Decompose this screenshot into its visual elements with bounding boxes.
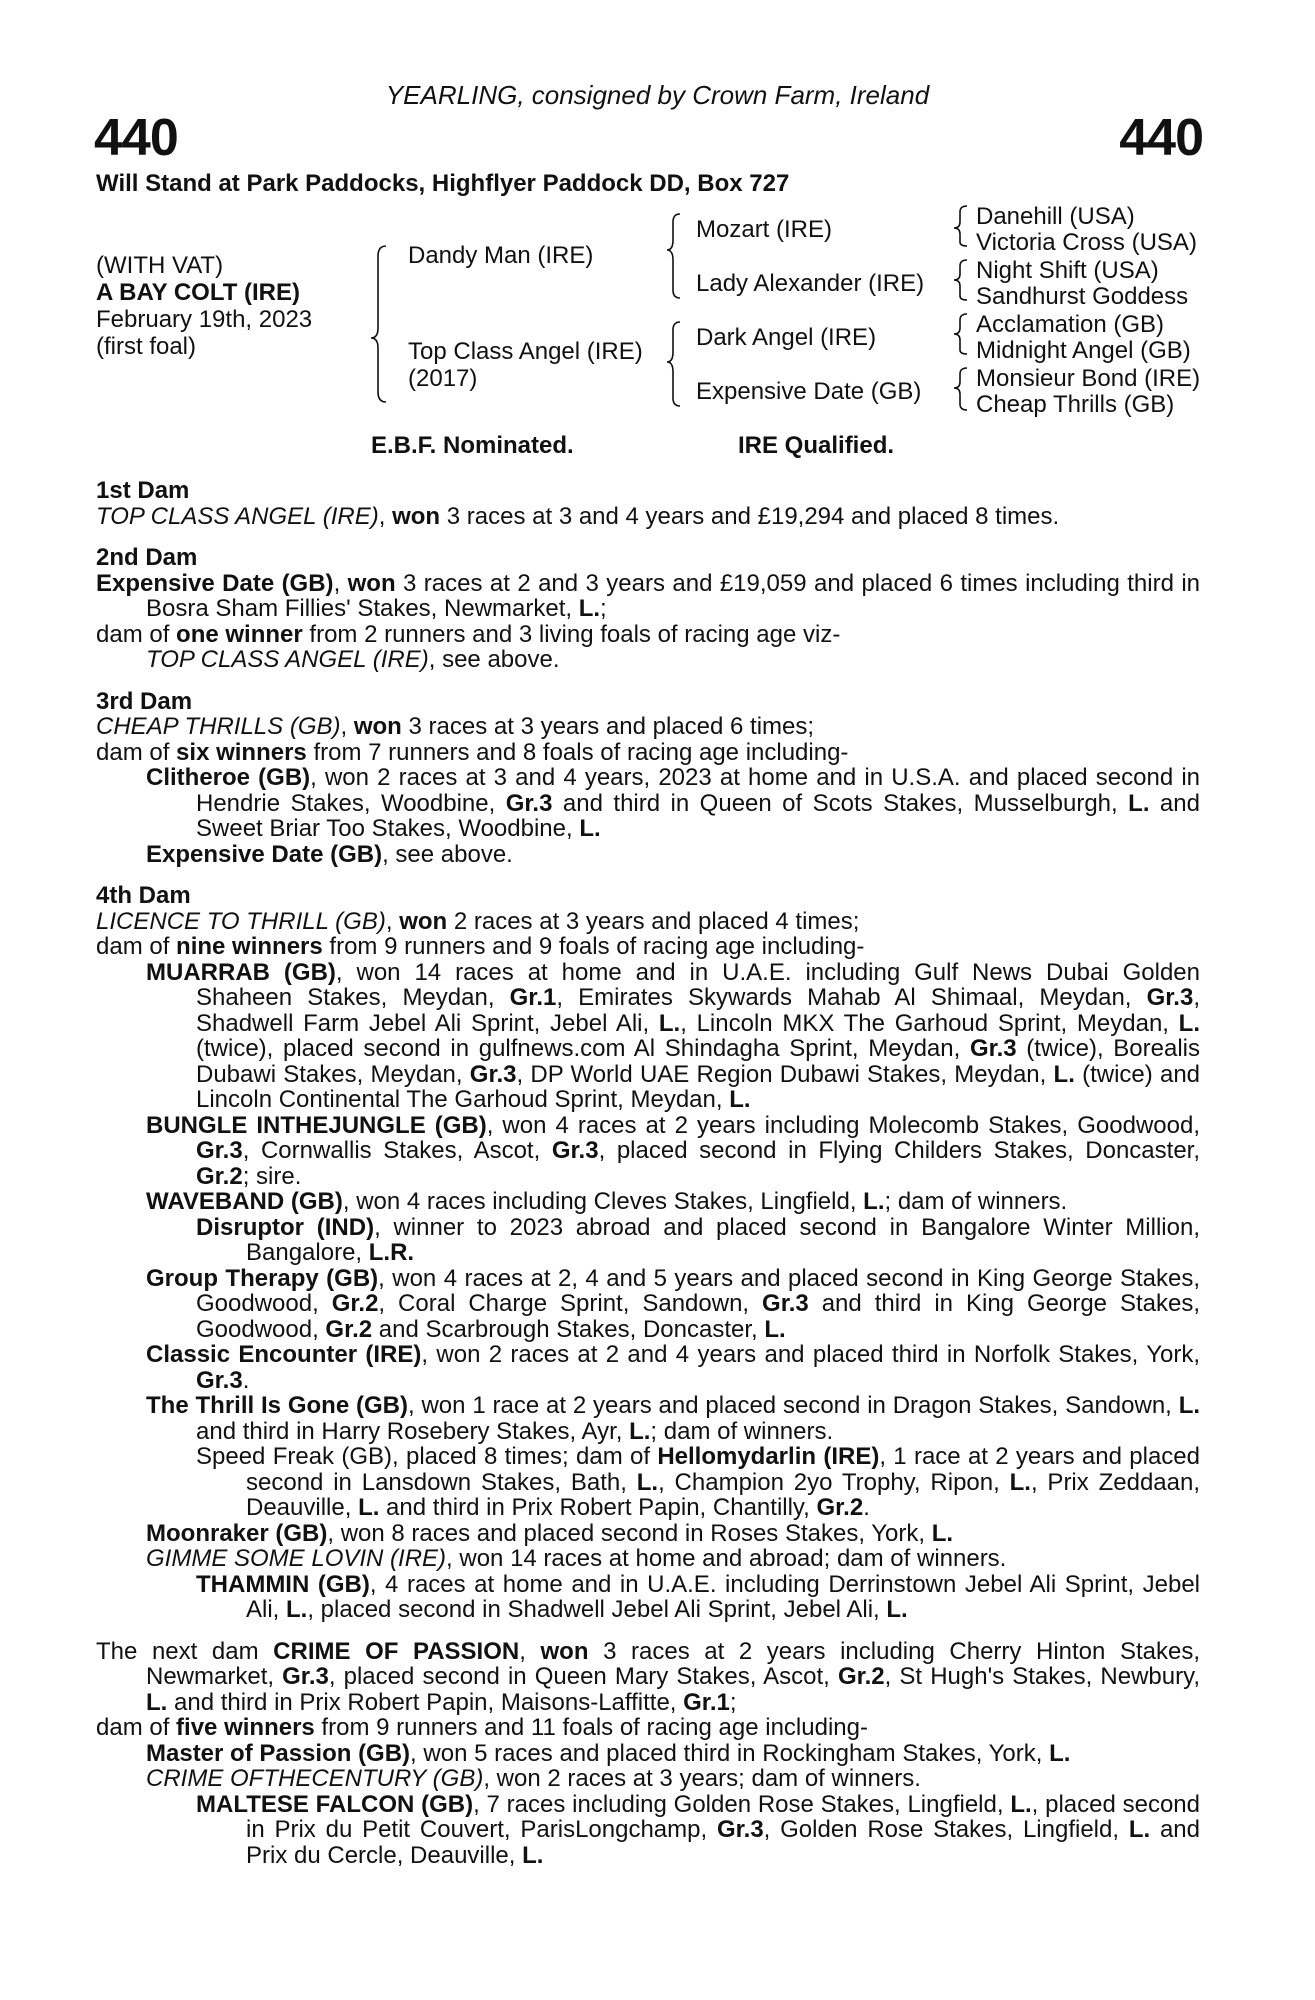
text-run: L.	[1128, 789, 1150, 817]
pedigree-dam-dam: Expensive Date (GB)	[696, 378, 922, 405]
text-run: L.	[522, 1841, 544, 1869]
text-run: ; dam of winners.	[650, 1417, 834, 1445]
pedigree-sd-sire: Night Shift (USA)	[976, 257, 1159, 284]
pedigree-paragraph	[96, 1189, 1200, 1215]
text-run: L.	[1178, 1392, 1201, 1419]
section-heading: 4th Dam	[96, 882, 191, 909]
text-run: ; sire.	[242, 1162, 302, 1190]
text-run: , 1 race at 2 years and placed second in Lansdown Stakes, Bath,	[246, 1443, 1200, 1496]
text-run: won	[399, 907, 448, 935]
text-run: TOP CLASS ANGEL (IRE)	[146, 646, 429, 673]
text-run: , won 1 race at 2 years and placed second in Dragon Stakes, Sandown,	[407, 1392, 1179, 1419]
text-run: one winner	[176, 620, 303, 648]
text-run: , Lincoln MKX The Garhoud Sprint, Meydan,	[680, 1009, 1179, 1037]
section-heading: 3rd Dam	[96, 687, 193, 715]
pedigree-paragraph	[96, 1113, 1200, 1190]
text-run: L.	[1010, 1790, 1032, 1818]
pedigree-paragraph	[96, 1792, 1200, 1869]
text-run: WAVEBAND (GB)	[146, 1188, 343, 1215]
text-run: won	[392, 502, 441, 530]
pedigree-paragraph	[96, 1639, 1200, 1716]
pedigree-paragraph	[96, 909, 1200, 935]
pedigree-dd-sire: Monsieur Bond (IRE)	[976, 365, 1201, 392]
pedigree-paragraph	[96, 765, 1200, 842]
stand-location: Will Stand at Park Paddocks, Highflyer Paddock DD, Box 727	[96, 170, 790, 197]
pedigree-paragraph	[96, 1393, 1200, 1444]
text-run: , Prix Zeddaan, Deauville,	[246, 1468, 1201, 1521]
lot-number-right: 440	[1119, 109, 1203, 167]
text-run: L.	[286, 1596, 308, 1623]
text-run: Master of Passion (GB)	[146, 1739, 411, 1767]
text-run: .	[863, 1494, 870, 1521]
pedigree-paragraph	[96, 1715, 1200, 1741]
text-run: 3 races at 3 years and placed 6 times;	[401, 713, 815, 740]
text-run: TOP CLASS ANGEL (IRE)	[96, 502, 379, 530]
pedigree-ds-dam: Midnight Angel (GB)	[976, 337, 1191, 364]
text-run: L.	[358, 1494, 380, 1521]
text-run: Gr.3	[551, 1137, 599, 1164]
text-run: (twice) and Lincoln Continental The Garhoud Sprint, Meydan,	[196, 1060, 1201, 1113]
pedigree-dam-year: (2017)	[408, 365, 478, 392]
text-run: 3 races at 3 and 4 years and £19,294 and placed 8 times.	[440, 502, 1060, 530]
ire-note: IRE Qualified.	[738, 432, 895, 459]
text-run: , DP World UAE Region Dubawi Stakes, Meydan,	[516, 1060, 1054, 1088]
pedigree-paragraph	[96, 1546, 1200, 1572]
pedigree-paragraph	[96, 960, 1200, 1113]
text-run: and third in King George Stakes, Goodwood,	[196, 1290, 1201, 1343]
text-run: , winner to 2023 abroad and placed second in Bangalore Winter Million, Bangalore,	[246, 1213, 1200, 1266]
pedigree-sire: Dandy Man (IRE)	[408, 242, 594, 269]
text-run: , won 2 races at 3 and 4 years, 2023 at home and in U.S.A. and placed second in Hendrie Stakes, Woodbine,	[196, 764, 1201, 817]
text-run: from 9 runners and 11 foals of racing age including-	[314, 1714, 868, 1741]
text-run: Expensive Date (GB)	[96, 569, 334, 597]
text-run: Gr.3	[716, 1816, 764, 1843]
text-run: dam of	[96, 933, 177, 960]
pedigree-paragraph	[96, 647, 1200, 673]
pedigree-dd-dam: Cheap Thrills (GB)	[976, 391, 1175, 418]
text-run: , 4 races at home and in U.A.E. including Derrinstown Jebel Ali Sprint, Jebel Ali,	[246, 1570, 1200, 1623]
foaling-date: February 19th, 2023	[96, 306, 313, 333]
text-run: L.	[636, 1468, 659, 1496]
text-run: , placed second in Queen Mary Stakes, Ascot,	[328, 1663, 838, 1690]
text-run: CHEAP THRILLS (GB)	[96, 713, 341, 740]
text-run: Gr.3	[762, 1290, 809, 1317]
text-run: from 9 runners and 9 foals of racing age including-	[322, 933, 865, 960]
pedigree-paragraph	[96, 504, 1200, 530]
ebf-note: E.B.F. Nominated.	[371, 432, 574, 459]
text-run: (twice), Borealis Dubawi Stakes, Meydan,	[196, 1035, 1201, 1088]
text-run: Gr.1	[683, 1688, 730, 1716]
pedigree-paragraph	[96, 1521, 1200, 1547]
text-run: Gr.3	[282, 1663, 329, 1690]
text-run: L.	[931, 1519, 954, 1547]
text-run: dam of	[96, 1714, 177, 1741]
text-run: dam of	[96, 620, 177, 648]
text-run: L.	[578, 595, 601, 622]
text-run: Gr.3	[196, 1366, 243, 1394]
text-run: 3 races at 2 years including Cherry Hinton Stakes, Newmarket,	[146, 1637, 1200, 1690]
pedigree-paragraph	[96, 1741, 1200, 1767]
text-run: nine winners	[176, 933, 323, 960]
text-run: and third in Harry Rosebery Stakes, Ayr,	[196, 1417, 630, 1445]
text-run: Gr.3	[196, 1137, 243, 1164]
pedigree-paragraph	[96, 842, 1200, 868]
text-run: BUNGLE INTHEJUNGLE (GB)	[146, 1111, 487, 1139]
text-run: The next dam	[96, 1637, 274, 1665]
pedigree-paragraph	[96, 1266, 1200, 1343]
text-run: and third in Prix Robert Papin, Chantilly,	[379, 1494, 817, 1521]
text-run: L.	[764, 1315, 786, 1343]
text-run: MALTESE FALCON (GB)	[196, 1790, 474, 1818]
text-run: L.	[629, 1417, 651, 1445]
text-run: Gr.3	[969, 1035, 1017, 1062]
text-run: , placed second in Flying Childers Stakes, Doncaster,	[598, 1137, 1200, 1164]
vat-note: (WITH VAT)	[96, 252, 224, 279]
text-run: ,	[519, 1637, 541, 1665]
lot-number-left: 440	[94, 109, 178, 167]
text-run: won	[353, 713, 402, 740]
text-run: Gr.2	[331, 1290, 379, 1317]
text-run: , Coral Charge Sprint, Sandown,	[378, 1290, 763, 1317]
text-run: from 7 runners and 8 foals of racing age including-	[306, 738, 849, 766]
pedigree-paragraph	[96, 622, 1200, 648]
text-run: L.	[1178, 1009, 1200, 1037]
text-run: L.	[146, 1688, 168, 1716]
text-run: L.	[1049, 1739, 1071, 1767]
pedigree-paragraph	[96, 1444, 1200, 1521]
text-run: and Sweet Briar Too Stakes, Woodbine,	[196, 789, 1200, 842]
text-run: ;	[729, 1688, 737, 1716]
text-run: ,	[340, 713, 354, 740]
text-run: L.	[579, 815, 601, 842]
text-run: L.	[1053, 1060, 1075, 1088]
text-run: ,	[385, 907, 400, 935]
text-run: won	[540, 1637, 589, 1665]
text-run: , won 4 races including Cleves Stakes, Lingfield,	[342, 1188, 864, 1215]
pedigree-paragraph	[96, 1572, 1200, 1623]
text-run: Disruptor (IND)	[196, 1213, 375, 1241]
text-run: MUARRAB (GB)	[146, 958, 336, 986]
text-run: and Scarbrough Stakes, Doncaster,	[372, 1315, 765, 1343]
pedigree-ss-sire: Danehill (USA)	[976, 203, 1135, 230]
text-run: Gr.3	[1146, 984, 1194, 1011]
text-run: , won 8 races and placed second in Roses Stakes, York,	[327, 1519, 932, 1547]
text-run: Gr.3	[469, 1060, 517, 1088]
text-run: and Prix du Cercle, Deauville,	[246, 1816, 1200, 1869]
pedigree-paragraph	[96, 934, 1200, 960]
text-run: , placed second in Shadwell Jebel Ali Sprint, Jebel Ali,	[307, 1596, 887, 1623]
text-run: L.	[886, 1596, 908, 1623]
foal-note: (first foal)	[96, 333, 197, 360]
text-run: , won 14 races at home and abroad; dam of winners.	[446, 1545, 1007, 1572]
pedigree-ds-sire: Acclamation (GB)	[976, 311, 1165, 338]
text-run: Gr.1	[509, 984, 557, 1011]
text-run: six winners	[176, 738, 307, 766]
text-run: Moonraker (GB)	[146, 1519, 328, 1547]
text-run: L.	[863, 1188, 885, 1215]
text-run: and third in Prix Robert Papin, Maisons-Laffitte,	[167, 1688, 684, 1716]
pedigree-sire-sire: Mozart (IRE)	[696, 216, 833, 243]
text-run: five winners	[176, 1714, 315, 1741]
horse-name: A BAY COLT (IRE)	[96, 279, 301, 306]
text-run: , placed second in Prix du Petit Couvert, ParisLongchamp,	[246, 1790, 1200, 1843]
text-run: L.	[1128, 1816, 1151, 1843]
consignment-line: YEARLING, consigned by Crown Farm, Ireland	[385, 80, 930, 110]
text-run: , Emirates Skywards Mahab Al Shimaal, Meydan,	[556, 984, 1147, 1011]
text-run: , won 5 races and placed third in Rockingham Stakes, York,	[410, 1739, 1050, 1767]
text-run: from 2 runners and 3 living foals of racing age viz-	[302, 620, 841, 648]
text-run: , won 2 races at 3 years; dam of winners.	[483, 1765, 921, 1792]
text-run: 3 races at 2 and 3 years and £19,059 and placed 6 times including third in Bosra Sham Fillies' Stakes, Newmarket,	[146, 569, 1200, 622]
text-run: , won 4 races at 2, 4 and 5 years and placed second in King George Stakes, Goodwood,	[196, 1264, 1200, 1317]
text-run: Hellomydarlin (IRE)	[657, 1443, 880, 1470]
pedigree-paragraph	[96, 714, 1200, 740]
text-run: , see above.	[382, 840, 513, 868]
text-run: won	[347, 569, 396, 597]
pedigree-paragraph	[96, 571, 1200, 622]
text-run: Gr.2	[196, 1162, 243, 1190]
text-run: , won 4 races at 2 years including Molecomb Stakes, Goodwood,	[486, 1111, 1200, 1139]
pedigree-ss-dam: Victoria Cross (USA)	[976, 229, 1197, 256]
pedigree-sd-dam: Sandhurst Goddess	[976, 283, 1189, 310]
section-heading: 1st Dam	[96, 477, 190, 504]
text-run: L.	[1009, 1468, 1031, 1496]
text-run: GIMME SOME LOVIN (IRE)	[146, 1545, 447, 1572]
text-run: THAMMIN (GB)	[196, 1570, 370, 1598]
text-run: Speed Freak (GB), placed 8 times; dam of	[196, 1443, 658, 1470]
text-run: , Shadwell Farm Jebel Ali Sprint, Jebel Ali,	[196, 984, 1200, 1037]
text-run: CRIME OF PASSION	[273, 1637, 520, 1665]
text-run: Gr.2	[816, 1494, 864, 1521]
text-run: ; dam of winners.	[884, 1188, 1068, 1215]
text-run: The Thrill Is Gone (GB)	[146, 1392, 408, 1419]
text-run: L.	[658, 1009, 681, 1037]
text-run: .	[242, 1366, 250, 1394]
text-run: Gr.2	[837, 1663, 885, 1690]
text-run: , see above.	[428, 646, 560, 673]
text-run: LICENCE TO THRILL (GB)	[96, 907, 386, 935]
text-run: Clitheroe (GB)	[146, 764, 311, 791]
text-run: , won 14 races at home and in U.A.E. including Gulf News Dubai Golden Shaheen Stakes, Meydan,	[196, 958, 1201, 1011]
section-heading: 2nd Dam	[96, 544, 198, 571]
text-run: , 7 races including Golden Rose Stakes, Lingfield,	[473, 1790, 1011, 1818]
text-run: and third in Queen of Scots Stakes, Musselburgh,	[552, 789, 1129, 817]
text-run: L.	[729, 1086, 751, 1113]
text-run: (twice), placed second in gulfnews.com Al Shindagha Sprint, Meydan,	[196, 1035, 970, 1062]
text-run: , Champion 2yo Trophy, Ripon,	[658, 1468, 1010, 1496]
text-run: Group Therapy (GB)	[146, 1264, 379, 1292]
text-run: ;	[600, 595, 607, 622]
text-run: ,	[378, 502, 393, 530]
text-run: Expensive Date (GB)	[146, 840, 383, 868]
pedigree-paragraph	[96, 1342, 1200, 1393]
text-run: , Golden Rose Stakes, Lingfield,	[763, 1816, 1129, 1843]
pedigree-paragraph	[96, 740, 1200, 766]
text-run: , won 2 races at 2 and 4 years and placed third in Norfolk Stakes, York,	[421, 1341, 1201, 1368]
text-run: ,	[333, 569, 348, 597]
text-run: 2 races at 3 years and placed 4 times;	[447, 907, 860, 935]
pedigree-dam: Top Class Angel (IRE)	[408, 338, 643, 365]
text-run: Gr.2	[325, 1315, 373, 1343]
text-run: Classic Encounter (IRE)	[146, 1341, 422, 1368]
catalogue-body	[96, 478, 1200, 1868]
pedigree-sire-dam: Lady Alexander (IRE)	[696, 270, 925, 297]
text-run: CRIME OFTHECENTURY (GB)	[146, 1765, 484, 1792]
text-run: L.R.	[368, 1239, 415, 1266]
pedigree-paragraph	[96, 1766, 1200, 1792]
text-run: dam of	[96, 738, 177, 766]
text-run: , Cornwallis Stakes, Ascot,	[242, 1137, 552, 1164]
text-run: Gr.3	[505, 789, 553, 817]
text-run: , St Hugh's Stakes, Newbury,	[884, 1663, 1200, 1690]
pedigree-dam-sire: Dark Angel (IRE)	[696, 324, 877, 351]
pedigree-paragraph	[96, 1215, 1200, 1266]
